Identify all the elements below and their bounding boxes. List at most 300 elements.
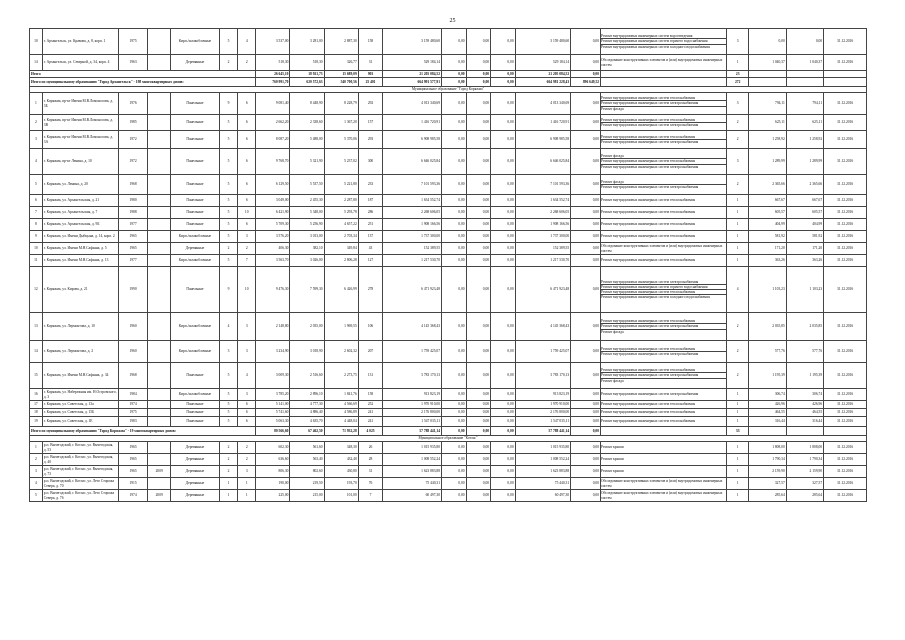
cost-cell: 6 908 985,58 [383, 131, 442, 149]
unit-cost-max-cell: 426,96 [786, 401, 823, 409]
works-list-cell [601, 363, 727, 389]
address-cell: р.п. Вычегодский, г. Котлас, ул. Лето Сторожа Севера, д. 76 [42, 490, 118, 502]
unit-cost-max-cell: 577,76 [786, 341, 823, 363]
cost-cell: 0,00 [442, 207, 467, 219]
cost-cell: 1 416 720,91 [383, 115, 442, 131]
year-repair-cell [148, 409, 170, 417]
unit-cost-cell: 1 103,23 [749, 267, 786, 313]
cost-cell: 0,00 [466, 219, 491, 231]
unit-cost-cell: 625,11 [749, 115, 786, 131]
address-cell: г. Коряжма, пр-кт Имени М.В.Ломоносова, д. 3В [42, 115, 118, 131]
works-count-cell: 1 [727, 207, 749, 219]
cost-cell: 0,00 [466, 427, 491, 436]
work-item: Ремонт крыши [601, 469, 624, 474]
area-cell: 71 932,28 [324, 427, 358, 436]
year-built-cell: 1965 [118, 454, 148, 466]
floors-cell: 2 [220, 466, 238, 478]
cost-cell: 0,00 [466, 93, 491, 115]
cost-cell: 1 416 720,91 [515, 115, 571, 131]
cost-cell: 0,00 [466, 149, 491, 175]
deadline-cell: 31.12.2016 [824, 93, 867, 115]
unit-cost-max-cell: 327,57 [786, 478, 823, 490]
area-cell: 620 572,63 [290, 78, 324, 87]
address-cell: г. Коряжма, ул. Советская, д. 15Б [42, 409, 118, 417]
empty-cell [824, 427, 867, 436]
unit-cost-max-cell: 464,55 [786, 409, 823, 417]
area-cell: 4 886,40 [290, 409, 324, 417]
area-cell: 5 537,50 [290, 175, 324, 195]
floors-cell: 5 [220, 409, 238, 417]
deadline-cell: 31.12.2016 [824, 243, 867, 255]
year-repair-cell [148, 417, 170, 427]
wall-material-cell: Деревянные [170, 466, 219, 478]
residents-cell: 137 [358, 231, 383, 243]
cost-cell: 1 737 300,00 [383, 231, 442, 243]
table-row [30, 389, 867, 401]
year-repair-cell [148, 442, 170, 454]
entrances-cell: 6 [238, 131, 256, 149]
cost-cell: 1 634 552,74 [515, 195, 571, 207]
cost-cell: 0,00 [466, 55, 491, 71]
work-item: Ремонт внутридомовых инженерных систем электроснабжения [601, 140, 699, 144]
year-repair-cell [148, 341, 170, 363]
unit-cost-max-cell: 2 159,90 [786, 466, 823, 478]
entrances-cell: 2 [238, 442, 256, 454]
work-item: Обследование конструктивных элементов и (или) внутридомовых инженерных систем [601, 58, 723, 67]
work-item: Ремонт фасада [601, 106, 624, 111]
unit-cost-max-cell: 794,11 [786, 93, 823, 115]
cost-cell: 0,00 [491, 442, 516, 454]
empty-cell [824, 78, 867, 87]
address-cell: г. Коряжма, пр-кт Имени М.В.Ломоносова, д. 3Б [42, 93, 118, 115]
year-built-cell: 1990 [118, 267, 148, 313]
table-row [30, 195, 867, 207]
address-cell: г. Коряжма, ул. Набережная им. Н.Островского, д. 3 [43, 390, 117, 399]
works-count-cell: 2 [727, 175, 749, 195]
cost-cell: 664 991 577,91 [383, 78, 442, 87]
year-repair-cell [148, 131, 170, 149]
deadline-cell: 31.12.2016 [824, 149, 867, 175]
table-row [30, 29, 867, 55]
cost-cell: 0,00 [442, 313, 467, 341]
cost-cell: 0,00 [466, 29, 491, 55]
unit-cost-max-cell: 1 195,39 [786, 363, 823, 389]
wall-material-cell: Панельные [170, 131, 219, 149]
area-cell: 9 476,30 [256, 267, 290, 313]
year-repair-cell [148, 93, 170, 115]
work-item: Ремонт внутридомовых инженерных систем электроснабжения [601, 185, 699, 189]
area-cell: 6 129,50 [256, 175, 290, 195]
area-cell: 3 537,00 [256, 29, 290, 55]
unit-cost-max-cell: 1 790,34 [786, 454, 823, 466]
floors-cell: 5 [220, 401, 238, 409]
cost-cell: 913 823,19 [383, 389, 442, 401]
deadline-cell: 31.12.2016 [824, 115, 867, 131]
area-cell: 563,40 [290, 454, 324, 466]
cost-cell: 0,00 [442, 267, 467, 313]
deadline-cell: 31.12.2016 [824, 442, 867, 454]
cost-cell: 3 159 480,60 [515, 29, 571, 55]
cost-cell: 0,00 [491, 267, 516, 313]
area-cell: 18 921,73 [290, 71, 324, 78]
works-count-cell: 1 [727, 409, 749, 417]
area-cell: 2 035,00 [290, 313, 324, 341]
year-built-cell: 1976 [118, 93, 148, 115]
works-count-cell: 3 [727, 149, 749, 175]
row-number: 1 [30, 93, 43, 115]
year-built-cell: 1972 [118, 149, 148, 175]
floors-cell: 2 [220, 442, 238, 454]
unit-cost-max-cell: 667,67 [786, 195, 823, 207]
year-built-cell: 1975 [118, 29, 148, 55]
year-built-cell: 1965 [118, 442, 148, 454]
area-cell: 67 462,50 [290, 427, 324, 436]
year-repair-cell [148, 389, 170, 401]
residents-cell: 300 [358, 149, 383, 175]
cost-cell: 0,00 [571, 401, 601, 409]
works-list-cell [601, 255, 727, 267]
cost-cell: 0,00 [466, 255, 491, 267]
cost-cell: 0,00 [442, 417, 467, 427]
unit-cost-cell: 404,99 [749, 219, 786, 231]
cost-cell: 2 176 800,00 [383, 409, 442, 417]
residents-cell: 903 [358, 71, 383, 78]
area-cell: 4 657,22 [324, 219, 358, 231]
address-cell: г. Коряжма, ул. Имени М.Н.Сафьяна, д. 34 [42, 363, 118, 389]
residents-cell: 286 [358, 207, 383, 219]
area-cell: 406,30 [256, 243, 290, 255]
deadline-cell: 31.12.2016 [824, 490, 867, 502]
total-label: Итого [30, 71, 256, 78]
area-cell: 382,10 [290, 243, 324, 255]
section-title: Муниципальное образование "Котлас" [30, 436, 867, 442]
row-number: 10 [30, 29, 43, 55]
floors-cell: 5 [220, 363, 238, 389]
residents-cell: 43 [358, 243, 383, 255]
works-count-cell: 23 [727, 71, 749, 78]
cost-cell: 0,00 [466, 131, 491, 149]
residents-cell: 251 [358, 219, 383, 231]
wall-material-cell: Панельные [170, 363, 219, 389]
cost-cell: 0,00 [491, 219, 516, 231]
work-item: Ремонт внутридомовых инженерных систем теплоснабжения [601, 234, 696, 239]
cost-cell: 0,00 [571, 243, 601, 255]
works-list-cell [601, 267, 727, 313]
address-cell: г. Коряжма, ул. Кирова, д. 21 [42, 267, 118, 313]
floors-cell: 2 [220, 454, 238, 466]
table-row [30, 243, 867, 255]
year-repair-cell [148, 115, 170, 131]
cost-cell: 7 101 593,36 [515, 175, 571, 195]
cost-cell: 0,00 [491, 78, 516, 87]
empty-cell [786, 427, 823, 436]
year-built-cell: 1977 [118, 219, 148, 231]
works-list-cell [601, 149, 727, 175]
table-row [30, 478, 867, 490]
unit-cost-cell: 667,67 [749, 195, 786, 207]
unit-cost-cell: 1 790,34 [749, 454, 786, 466]
area-cell: 806,30 [256, 466, 290, 478]
area-cell: 8 448,90 [290, 93, 324, 115]
deadline-cell: 31.12.2016 [824, 267, 867, 313]
entrances-cell: 6 [238, 175, 256, 195]
cost-cell: 0,00 [571, 389, 601, 401]
wall-material-cell: Панельные [170, 409, 219, 417]
area-cell: 5 141,00 [256, 401, 290, 409]
work-item: Ремонт внутридомовых инженерных систем теплоснабжения [601, 290, 726, 295]
cost-cell: 6 908 985,58 [515, 131, 571, 149]
residents-cell: 241 [358, 417, 383, 427]
works-list-cell [601, 478, 727, 490]
residents-cell: 31 [358, 466, 383, 478]
works-list-cell [601, 29, 727, 55]
area-cell: 3 026,00 [290, 255, 324, 267]
works-list-cell [601, 341, 727, 363]
cost-cell: 1 970 910,00 [515, 401, 571, 409]
table-row [30, 115, 867, 131]
residents-cell: 131 [358, 363, 383, 389]
works-list-cell [601, 409, 727, 417]
row-number: 3 [30, 131, 43, 149]
row-number: 3 [30, 466, 43, 478]
works-list-cell [601, 231, 727, 243]
unit-cost-max-cell: 0,00 [786, 29, 823, 55]
row-number: 14 [30, 341, 43, 363]
year-built-cell: 1988 [118, 207, 148, 219]
cost-cell: 1 547 035,11 [515, 417, 571, 427]
year-repair-cell [148, 219, 170, 231]
year-built-cell: 1965 [118, 466, 148, 478]
residents-cell: 158 [358, 29, 383, 55]
entrances-cell: 1 [238, 490, 256, 502]
cost-cell: 1 623 883,88 [383, 466, 442, 478]
unit-cost-max-cell: 363,26 [786, 255, 823, 267]
works-count-cell: 3 [727, 29, 749, 55]
area-cell: 2 516,60 [290, 363, 324, 389]
empty-cell [786, 71, 823, 78]
area-cell: 215,00 [290, 490, 324, 502]
area-cell: 5 256,90 [290, 219, 324, 231]
cost-cell: 913 823,19 [515, 389, 571, 401]
works-count-cell: 1 [727, 55, 749, 71]
area-cell: 5 370,06 [324, 131, 358, 149]
works-count-cell: 272 [727, 78, 749, 87]
work-item: Ремонт фасада [601, 180, 726, 185]
cost-cell: 0,00 [491, 427, 516, 436]
floors-cell: 3 [220, 341, 238, 363]
cost-cell: 1 008 552,24 [515, 454, 571, 466]
cost-cell: 0,00 [442, 231, 467, 243]
area-cell: 2 896,10 [290, 389, 324, 401]
area-cell: 2 806,28 [324, 255, 358, 267]
entrances-cell: 6 [238, 401, 256, 409]
work-item: Ремонт внутридомовых инженерных систем горячего водоснабжения [601, 39, 726, 44]
cost-cell: 75 440,31 [515, 478, 571, 490]
cost-cell: 0,00 [491, 341, 516, 363]
cost-cell: 0,00 [491, 207, 516, 219]
area-cell: 802,60 [290, 466, 324, 478]
cost-cell: 1 015 935,80 [515, 442, 571, 454]
wall-material-cell: Деревянные [170, 454, 219, 466]
cost-cell: 0,00 [442, 255, 467, 267]
year-repair-cell [148, 207, 170, 219]
area-cell: 4 586,89 [324, 409, 358, 417]
work-item: Ремонт внутридомовых инженерных систем электроснабжения [601, 101, 726, 106]
year-repair-cell [148, 149, 170, 175]
area-cell: 190,00 [256, 478, 290, 490]
unit-cost-cell: 363,26 [749, 255, 786, 267]
deadline-cell: 31.12.2016 [824, 255, 867, 267]
cost-cell: 21 205 084,52 [383, 71, 442, 78]
works-list-cell [601, 93, 727, 115]
works-count-cell: 1 [727, 195, 749, 207]
residents-cell: 158 [358, 389, 383, 401]
address-cell: р.п. Вычегодский, г. Котлас, ул. Вычегодская, д. 53 [42, 442, 118, 454]
unit-cost-max-cell: 306,74 [786, 389, 823, 401]
area-cell: 4 635,70 [290, 417, 324, 427]
cost-cell: 0,00 [442, 219, 467, 231]
year-built-cell: 1980 [118, 195, 148, 207]
works-count-cell: 2 [727, 115, 749, 131]
residents-cell: 127 [358, 255, 383, 267]
unit-cost-cell: 171,20 [749, 243, 786, 255]
cost-cell: 0,00 [466, 478, 491, 490]
deadline-cell: 31.12.2016 [824, 195, 867, 207]
works-cell [601, 427, 727, 436]
works-count-cell: 1 [727, 243, 749, 255]
empty-cell [749, 78, 786, 87]
total-label: Итого по муниципальному образованию "Город Коряжма" - 19 многоквартирных домов: [30, 427, 256, 436]
cost-cell: 0,00 [466, 442, 491, 454]
cost-cell: 0,00 [491, 454, 516, 466]
cost-cell: 0,00 [571, 175, 601, 195]
cost-cell: 1 634 552,74 [383, 195, 442, 207]
entrances-cell: 3 [238, 313, 256, 341]
unit-cost-max-cell: 2 035,85 [786, 313, 823, 341]
page-number: 25 [449, 18, 456, 24]
entrances-cell: 2 [238, 454, 256, 466]
cost-cell: 0,00 [442, 466, 467, 478]
cost-cell: 0,00 [491, 409, 516, 417]
cost-cell: 0,00 [466, 115, 491, 131]
address-cell: г. Коряжма, ул. Советская, д. 13а [42, 401, 118, 409]
cost-cell: 0,00 [442, 454, 467, 466]
cost-cell: 0,00 [491, 115, 516, 131]
cost-cell: 0,00 [442, 93, 467, 115]
work-item: Ремонт внутридомовых инженерных систем электроснабжения [601, 164, 699, 169]
cost-cell: 0,00 [491, 243, 516, 255]
unit-cost-cell: 2 035,85 [749, 313, 786, 341]
work-item: Ремонт внутридомовых инженерных систем теплоснабжения [601, 368, 726, 373]
area-cell: 3 281,00 [290, 29, 324, 55]
deadline-cell: 31.12.2016 [824, 55, 867, 71]
cost-cell: 0,00 [442, 401, 467, 409]
floors-cell: 5 [220, 115, 238, 131]
row-number: 15 [30, 363, 43, 389]
floors-cell: 5 [220, 255, 238, 267]
area-cell: 5 709,30 [256, 219, 290, 231]
cost-cell: 1 008 552,24 [383, 454, 442, 466]
wall-material-cell: Панельные [170, 175, 219, 195]
deadline-cell: 31.12.2016 [824, 207, 867, 219]
residents-cell: 252 [358, 401, 383, 409]
entrances-cell: 6 [238, 219, 256, 231]
cost-cell: 6 646 025,84 [515, 149, 571, 175]
floors-cell: 5 [220, 175, 238, 195]
row-number: 9 [30, 231, 43, 243]
cost-cell: 0,00 [466, 466, 491, 478]
area-cell: 3 013,00 [290, 231, 324, 243]
empty-cell [749, 427, 786, 436]
area-cell: 5 063,30 [256, 417, 290, 427]
area-cell: 9 081,40 [256, 93, 290, 115]
work-item: Ремонт внутридомовых инженерных систем теплоснабжения [601, 319, 726, 324]
unit-cost-max-cell: 1 040,37 [786, 55, 823, 71]
work-item: Ремонт внутридомовых инженерных систем теплоснабжения [601, 198, 696, 203]
wall-material-cell: Кирп./шлакоблочные [170, 389, 219, 401]
area-cell: 5 221,80 [324, 175, 358, 195]
address-cell: р.п. Вычегодский, г. Котлас, ул. Лето Сторожа Севера, д. 70 [42, 478, 118, 490]
area-cell: 5 741,60 [256, 409, 290, 417]
cost-cell: 0,00 [571, 313, 601, 341]
table-row [30, 313, 867, 341]
works-list-cell [601, 195, 727, 207]
cost-cell: 3 159 480,60 [383, 29, 442, 55]
area-cell: 760 991,70 [256, 78, 290, 87]
works-count-cell: 2 [727, 131, 749, 149]
unit-cost-max-cell: 605,57 [786, 207, 823, 219]
area-cell: 5 293,78 [324, 207, 358, 219]
unit-cost-max-cell: 171,20 [786, 243, 823, 255]
area-cell: 3 785,20 [256, 389, 290, 401]
unit-cost-max-cell: 1 103,23 [786, 267, 823, 313]
wall-material-cell: Панельные [170, 149, 219, 175]
entrances-cell: 6 [238, 115, 256, 131]
area-cell: 2 287,80 [324, 195, 358, 207]
floors-cell: 9 [220, 93, 238, 115]
address-cell: г. Коряжма, пр-кт Имени М.В.Ломоносова, д. 3А [42, 131, 118, 149]
table-row [30, 409, 867, 417]
unit-cost-cell: 1 258,92 [749, 131, 786, 149]
area-cell: 2 338,60 [290, 115, 324, 131]
cost-cell: 0,00 [491, 149, 516, 175]
year-repair-cell: 2009 [148, 466, 170, 478]
area-cell: 636,60 [256, 454, 290, 466]
address-cell: г. Коряжма, ул. Лермонтова, д. 10 [42, 313, 118, 341]
entrances-cell: 3 [238, 466, 256, 478]
year-built-cell: 1972 [118, 131, 148, 149]
area-cell: 432,40 [324, 454, 358, 466]
unit-cost-max-cell: 1 289,99 [786, 149, 823, 175]
floors-cell: 5 [220, 29, 238, 55]
cost-cell: 0,00 [442, 195, 467, 207]
cost-cell: 0,00 [491, 93, 516, 115]
area-cell: 4 448,04 [324, 417, 358, 427]
cost-cell: 0,00 [571, 231, 601, 243]
work-item: Ремонт внутридомовых инженерных систем электроснабжения [601, 280, 726, 285]
works-count-cell: 1 [727, 442, 749, 454]
cost-cell: 0,00 [571, 195, 601, 207]
row-number: 13 [30, 313, 43, 341]
works-list-cell [601, 417, 727, 427]
residents-cell: 76 [358, 478, 383, 490]
unit-cost-cell: 1 289,99 [749, 149, 786, 175]
cost-cell: 57 788 441,14 [383, 427, 442, 436]
cost-cell: 0,00 [466, 71, 491, 78]
area-cell: 5 237,02 [324, 149, 358, 175]
table-row [30, 417, 867, 427]
area-cell: 6 426,99 [324, 267, 358, 313]
